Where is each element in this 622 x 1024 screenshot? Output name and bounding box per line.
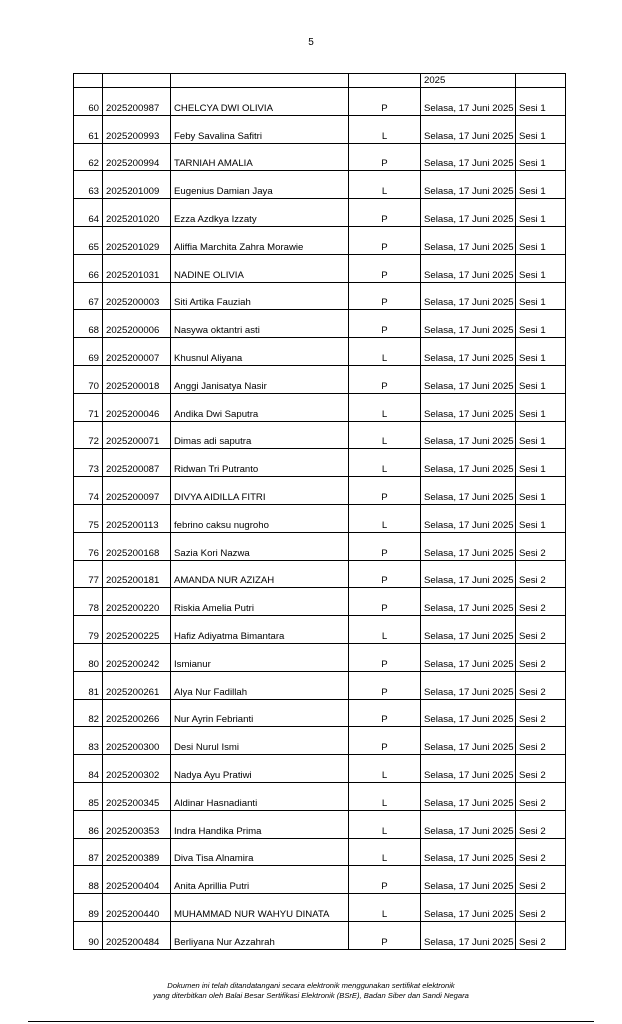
student-id-cell: 2025200440 [103, 894, 171, 922]
row-number-cell: 81 [74, 671, 103, 699]
table-row [74, 115, 566, 143]
exam-date-cell: Selasa, 17 Juni 2025 [421, 588, 516, 616]
gender-cell: L [349, 171, 421, 199]
row-number-cell: 90 [74, 921, 103, 949]
gender-cell: L [349, 838, 421, 866]
student-id-cell: 2025201029 [103, 226, 171, 254]
session-cell: Sesi 2 [516, 699, 566, 727]
student-name-cell: CHELCYA DWI OLIVIA [171, 88, 349, 116]
exam-date-cell: Selasa, 17 Juni 2025 [421, 671, 516, 699]
row-number-cell: 65 [74, 226, 103, 254]
table-row [74, 365, 566, 393]
gender-cell: P [349, 226, 421, 254]
gender-cell: P [349, 88, 421, 116]
student-name-cell: Khusnul Aliyana [171, 338, 349, 366]
row-number-cell: 61 [74, 115, 103, 143]
table-row [74, 171, 566, 199]
student-id-cell: 2025200261 [103, 671, 171, 699]
exam-date-cell: Selasa, 17 Juni 2025 [421, 115, 516, 143]
gender-cell: P [349, 560, 421, 588]
carryover-no [74, 74, 103, 88]
row-number-cell: 63 [74, 171, 103, 199]
row-number-cell: 79 [74, 616, 103, 644]
student-id-cell: 2025201020 [103, 199, 171, 227]
row-number-cell: 73 [74, 449, 103, 477]
row-number-cell: 72 [74, 421, 103, 449]
student-name-cell: Feby Savalina Safitri [171, 115, 349, 143]
student-id-cell: 2025200006 [103, 310, 171, 338]
student-name-cell: Desi Nurul Ismi [171, 727, 349, 755]
footer-divider [28, 1021, 594, 1022]
exam-date-cell: Selasa, 17 Juni 2025 [421, 810, 516, 838]
table-row [74, 310, 566, 338]
student-name-cell: Riskia Amelia Putri [171, 588, 349, 616]
row-number-cell: 68 [74, 310, 103, 338]
exam-date-cell: Selasa, 17 Juni 2025 [421, 477, 516, 505]
exam-date-cell: Selasa, 17 Juni 2025 [421, 921, 516, 949]
session-cell: Sesi 1 [516, 393, 566, 421]
exam-date-cell: Selasa, 17 Juni 2025 [421, 699, 516, 727]
session-cell: Sesi 1 [516, 365, 566, 393]
table-row [74, 88, 566, 116]
gender-cell: L [349, 755, 421, 783]
student-id-cell: 2025200220 [103, 588, 171, 616]
student-name-cell: Alya Nur Fadillah [171, 671, 349, 699]
session-cell: Sesi 1 [516, 338, 566, 366]
exam-date-cell: Selasa, 17 Juni 2025 [421, 421, 516, 449]
row-number-cell: 70 [74, 365, 103, 393]
row-number-cell: 82 [74, 699, 103, 727]
gender-cell: L [349, 504, 421, 532]
table-row [74, 393, 566, 421]
student-name-cell: Ismianur [171, 643, 349, 671]
gender-cell: P [349, 143, 421, 171]
table-row [74, 699, 566, 727]
table-row [74, 894, 566, 922]
session-cell: Sesi 2 [516, 616, 566, 644]
student-id-cell: 2025200087 [103, 449, 171, 477]
student-id-cell: 2025200168 [103, 532, 171, 560]
exam-date-cell: Selasa, 17 Juni 2025 [421, 616, 516, 644]
gender-cell: P [349, 727, 421, 755]
student-id-cell: 2025200181 [103, 560, 171, 588]
row-number-cell: 76 [74, 532, 103, 560]
row-number-cell: 69 [74, 338, 103, 366]
session-cell: Sesi 2 [516, 894, 566, 922]
footer-line-1: Dokumen ini telah ditandatangani secara elektronik menggunakan sertifikat elektronik [167, 981, 455, 990]
exam-date-cell: Selasa, 17 Juni 2025 [421, 866, 516, 894]
carryover-name [171, 74, 349, 88]
student-name-cell: Berliyana Nur Azzahrah [171, 921, 349, 949]
table-row [74, 199, 566, 227]
table-row [74, 477, 566, 505]
gender-cell: P [349, 532, 421, 560]
exam-date-cell: Selasa, 17 Juni 2025 [421, 532, 516, 560]
exam-date-cell: Selasa, 17 Juni 2025 [421, 727, 516, 755]
session-cell: Sesi 1 [516, 421, 566, 449]
exam-date-cell: Selasa, 17 Juni 2025 [421, 393, 516, 421]
student-name-cell: Anita Aprillia Putri [171, 866, 349, 894]
table-row [74, 421, 566, 449]
row-number-cell: 83 [74, 727, 103, 755]
row-number-cell: 84 [74, 755, 103, 783]
exam-date-cell: Selasa, 17 Juni 2025 [421, 88, 516, 116]
row-number-cell: 78 [74, 588, 103, 616]
student-name-cell: Nasywa oktantri asti [171, 310, 349, 338]
e-signature-footer [0, 981, 622, 1001]
session-cell: Sesi 2 [516, 755, 566, 783]
session-cell: Sesi 2 [516, 838, 566, 866]
session-cell: Sesi 1 [516, 171, 566, 199]
carryover-row [74, 74, 566, 88]
table-row [74, 338, 566, 366]
row-number-cell: 87 [74, 838, 103, 866]
exam-date-cell: Selasa, 17 Juni 2025 [421, 226, 516, 254]
session-cell: Sesi 1 [516, 88, 566, 116]
participant-table-body [74, 74, 566, 950]
row-number-cell: 80 [74, 643, 103, 671]
student-id-cell: 2025200003 [103, 282, 171, 310]
table-row [74, 782, 566, 810]
gender-cell: L [349, 449, 421, 477]
table-row [74, 727, 566, 755]
row-number-cell: 74 [74, 477, 103, 505]
session-cell: Sesi 1 [516, 115, 566, 143]
student-name-cell: febrino caksu nugroho [171, 504, 349, 532]
exam-date-cell: Selasa, 17 Juni 2025 [421, 504, 516, 532]
table-row [74, 532, 566, 560]
gender-cell: P [349, 671, 421, 699]
student-name-cell: Nur Ayrin Febrianti [171, 699, 349, 727]
table-row [74, 643, 566, 671]
session-cell: Sesi 2 [516, 588, 566, 616]
session-cell: Sesi 1 [516, 477, 566, 505]
session-cell: Sesi 1 [516, 449, 566, 477]
student-id-cell: 2025200225 [103, 616, 171, 644]
gender-cell: L [349, 782, 421, 810]
row-number-cell: 60 [74, 88, 103, 116]
carryover-session [516, 74, 566, 88]
session-cell: Sesi 1 [516, 226, 566, 254]
exam-date-cell: Selasa, 17 Juni 2025 [421, 171, 516, 199]
exam-date-cell: Selasa, 17 Juni 2025 [421, 199, 516, 227]
student-id-cell: 2025201031 [103, 254, 171, 282]
table-row [74, 282, 566, 310]
session-cell: Sesi 2 [516, 921, 566, 949]
exam-date-cell: Selasa, 17 Juni 2025 [421, 755, 516, 783]
row-number-cell: 66 [74, 254, 103, 282]
student-name-cell: Indra Handika Prima [171, 810, 349, 838]
session-cell: Sesi 2 [516, 643, 566, 671]
table-row [74, 755, 566, 783]
student-id-cell: 2025200345 [103, 782, 171, 810]
student-id-cell: 2025200302 [103, 755, 171, 783]
student-id-cell: 2025200071 [103, 421, 171, 449]
student-id-cell: 2025200113 [103, 504, 171, 532]
table-row [74, 616, 566, 644]
student-id-cell: 2025200993 [103, 115, 171, 143]
carryover-date: 2025 [421, 74, 516, 88]
table-row [74, 810, 566, 838]
session-cell: Sesi 2 [516, 727, 566, 755]
session-cell: Sesi 2 [516, 866, 566, 894]
footer-line-2: yang diterbitkan oleh Balai Besar Sertifikasi Elektronik (BSrE), Badan Siber dan Sandi Negara [153, 991, 469, 1000]
session-cell: Sesi 1 [516, 310, 566, 338]
student-name-cell: Ridwan Tri Putranto [171, 449, 349, 477]
row-number-cell: 62 [74, 143, 103, 171]
table-row [74, 560, 566, 588]
student-name-cell: AMANDA NUR AZIZAH [171, 560, 349, 588]
exam-date-cell: Selasa, 17 Juni 2025 [421, 143, 516, 171]
exam-date-cell: Selasa, 17 Juni 2025 [421, 894, 516, 922]
gender-cell: P [349, 699, 421, 727]
student-name-cell: Diva Tisa Alnamira [171, 838, 349, 866]
gender-cell: P [349, 643, 421, 671]
table-row [74, 588, 566, 616]
session-cell: Sesi 2 [516, 782, 566, 810]
student-id-cell: 2025200097 [103, 477, 171, 505]
student-id-cell: 2025200046 [103, 393, 171, 421]
gender-cell: P [349, 199, 421, 227]
student-name-cell: DIVYA AIDILLA FITRI [171, 477, 349, 505]
student-name-cell: NADINE OLIVIA [171, 254, 349, 282]
student-id-cell: 2025200266 [103, 699, 171, 727]
student-id-cell: 2025200987 [103, 88, 171, 116]
student-id-cell: 2025200404 [103, 866, 171, 894]
carryover-gender [349, 74, 421, 88]
gender-cell: P [349, 254, 421, 282]
table-row [74, 866, 566, 894]
student-id-cell: 2025200018 [103, 365, 171, 393]
page-number: 5 [308, 37, 314, 48]
gender-cell: P [349, 921, 421, 949]
student-id-cell: 2025200484 [103, 921, 171, 949]
row-number-cell: 77 [74, 560, 103, 588]
student-id-cell: 2025200007 [103, 338, 171, 366]
student-name-cell: TARNIAH AMALIA [171, 143, 349, 171]
gender-cell: L [349, 810, 421, 838]
student-name-cell: Nadya Ayu Pratiwi [171, 755, 349, 783]
session-cell: Sesi 2 [516, 560, 566, 588]
row-number-cell: 86 [74, 810, 103, 838]
student-name-cell: Hafiz Adiyatma Bimantara [171, 616, 349, 644]
student-name-cell: Andika Dwi Saputra [171, 393, 349, 421]
gender-cell: P [349, 365, 421, 393]
carryover-nim [103, 74, 171, 88]
student-id-cell: 2025200353 [103, 810, 171, 838]
student-name-cell: Eugenius Damian Jaya [171, 171, 349, 199]
exam-date-cell: Selasa, 17 Juni 2025 [421, 838, 516, 866]
gender-cell: P [349, 310, 421, 338]
exam-date-cell: Selasa, 17 Juni 2025 [421, 282, 516, 310]
gender-cell: P [349, 588, 421, 616]
gender-cell: P [349, 477, 421, 505]
gender-cell: L [349, 393, 421, 421]
gender-cell: L [349, 894, 421, 922]
table-row [74, 921, 566, 949]
student-name-cell: Sazia Kori Nazwa [171, 532, 349, 560]
student-name-cell: MUHAMMAD NUR WAHYU DINATA [171, 894, 349, 922]
session-cell: Sesi 2 [516, 810, 566, 838]
table-row [74, 671, 566, 699]
gender-cell: P [349, 282, 421, 310]
exam-date-cell: Selasa, 17 Juni 2025 [421, 643, 516, 671]
exam-date-cell: Selasa, 17 Juni 2025 [421, 254, 516, 282]
student-name-cell: Siti Artika Fauziah [171, 282, 349, 310]
student-id-cell: 2025201009 [103, 171, 171, 199]
gender-cell: L [349, 421, 421, 449]
row-number-cell: 75 [74, 504, 103, 532]
gender-cell: L [349, 338, 421, 366]
student-name-cell: Ezza Azdkya Izzaty [171, 199, 349, 227]
student-id-cell: 2025200994 [103, 143, 171, 171]
table-row [74, 838, 566, 866]
gender-cell: L [349, 616, 421, 644]
table-row [74, 254, 566, 282]
exam-date-cell: Selasa, 17 Juni 2025 [421, 338, 516, 366]
exam-date-cell: Selasa, 17 Juni 2025 [421, 449, 516, 477]
session-cell: Sesi 1 [516, 143, 566, 171]
table-row [74, 504, 566, 532]
table-row [74, 226, 566, 254]
row-number-cell: 89 [74, 894, 103, 922]
exam-date-cell: Selasa, 17 Juni 2025 [421, 365, 516, 393]
session-cell: Sesi 1 [516, 254, 566, 282]
student-name-cell: Dimas adi saputra [171, 421, 349, 449]
exam-date-cell: Selasa, 17 Juni 2025 [421, 782, 516, 810]
exam-date-cell: Selasa, 17 Juni 2025 [421, 560, 516, 588]
participant-table [73, 73, 566, 950]
student-id-cell: 2025200300 [103, 727, 171, 755]
row-number-cell: 64 [74, 199, 103, 227]
student-name-cell: Aliffia Marchita Zahra Morawie [171, 226, 349, 254]
session-cell: Sesi 2 [516, 671, 566, 699]
row-number-cell: 71 [74, 393, 103, 421]
session-cell: Sesi 1 [516, 504, 566, 532]
gender-cell: P [349, 866, 421, 894]
table-row [74, 143, 566, 171]
student-id-cell: 2025200242 [103, 643, 171, 671]
table-row [74, 449, 566, 477]
student-name-cell: Anggi Janisatya Nasir [171, 365, 349, 393]
row-number-cell: 88 [74, 866, 103, 894]
student-id-cell: 2025200389 [103, 838, 171, 866]
gender-cell: L [349, 115, 421, 143]
session-cell: Sesi 2 [516, 532, 566, 560]
row-number-cell: 85 [74, 782, 103, 810]
session-cell: Sesi 1 [516, 199, 566, 227]
row-number-cell: 67 [74, 282, 103, 310]
student-name-cell: Aldinar Hasnadianti [171, 782, 349, 810]
exam-date-cell: Selasa, 17 Juni 2025 [421, 310, 516, 338]
session-cell: Sesi 1 [516, 282, 566, 310]
